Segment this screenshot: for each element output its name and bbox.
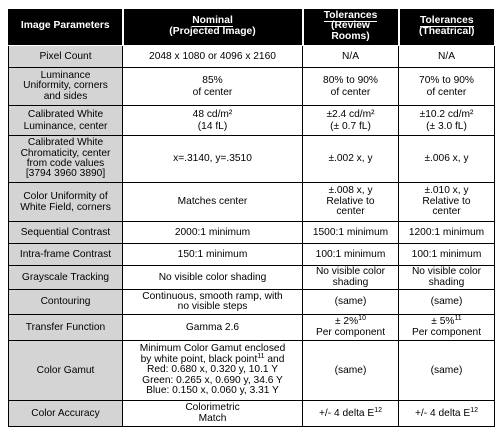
nominal-cell: Continuous, smooth ramp, with no visible steps xyxy=(123,290,303,315)
param-cell: Color Accuracy xyxy=(9,401,123,427)
nominal-cell: Colorimetric Match xyxy=(123,401,303,427)
table-row xyxy=(9,266,495,290)
theatrical-tolerance-cell: 100:1 minimum xyxy=(399,244,495,266)
table-row xyxy=(9,244,495,266)
header-tolerances-theatrical: Tolerances (Theatrical) xyxy=(399,9,495,46)
review-tolerance-cell: +/- 4 delta $E^{12}$ xyxy=(303,401,399,427)
nominal-cell: No visible color shading xyxy=(123,266,303,290)
review-tolerance-cell: (same) xyxy=(303,290,399,315)
nominal-cell: 85% of center xyxy=(123,68,303,106)
param-cell: Contouring xyxy=(9,290,123,315)
param-cell: Luminance Uniformity, corners and sides xyxy=(9,68,123,106)
nominal-cell: 48 cd/m² (14 fL) xyxy=(123,106,303,136)
theatrical-tolerance-cell: (same) xyxy=(399,341,495,401)
nominal-cell: Minimum Color Gamut enclosed by white point, black point$^{11}$ and Red: 0.680 x, 0.320 y, 10.1 Y Green: 0.265 x, 0.690 y, 34.6 Y Blue: 0.150 x, 0.060 y, 3.31 Y xyxy=(123,341,303,401)
review-tolerance-cell: 80% to 90% of center xyxy=(303,68,399,106)
nominal-cell: 150:1 minimum xyxy=(123,244,303,266)
nominal-cell: Matches center xyxy=(123,183,303,222)
nominal-cell: 2048 x 1080 or 4096 x 2160 xyxy=(123,46,303,68)
theatrical-tolerance-cell: ±.010 x, y Relative to center xyxy=(399,183,495,222)
review-tolerance-cell: No visible color shading xyxy=(303,266,399,290)
header-image-parameters: Image Parameters xyxy=(9,9,123,46)
table-row xyxy=(9,341,495,401)
theatrical-tolerance-cell: 70% to 90% of center xyxy=(399,68,495,106)
footnote-ref: 12 xyxy=(470,406,478,414)
header-tolerances-review: Tolerances (Review Rooms) xyxy=(303,9,399,46)
header-nominal: Nominal (Projected Image) xyxy=(123,9,303,46)
table-row xyxy=(9,315,495,341)
header-row xyxy=(9,9,495,46)
theatrical-tolerance-cell: +/- 4 delta $E^{12}$ xyxy=(399,401,495,427)
review-tolerance-cell: ±2.4 cd/m² (± 0.7 fL) xyxy=(303,106,399,136)
review-tolerance-cell: ± 2%$^{10}$ Per component xyxy=(303,315,399,341)
review-tolerance-cell: N/A xyxy=(303,46,399,68)
theatrical-tolerance-cell: ±10.2 cd/m² (± 3.0 fL) xyxy=(399,106,495,136)
nominal-cell: Gamma 2.6 xyxy=(123,315,303,341)
nominal-cell: x=.3140, y=.3510 xyxy=(123,136,303,183)
table-row xyxy=(9,222,495,244)
param-cell: Intra-frame Contrast xyxy=(9,244,123,266)
table-row xyxy=(9,46,495,68)
nominal-cell: 2000:1 minimum xyxy=(123,222,303,244)
param-cell: Color Gamut xyxy=(9,341,123,401)
table-row xyxy=(9,106,495,136)
theatrical-tolerance-cell: No visible color shading xyxy=(399,266,495,290)
param-cell: Transfer Function xyxy=(9,315,123,341)
param-cell: Pixel Count xyxy=(9,46,123,68)
param-cell: Calibrated White Luminance, center xyxy=(9,106,123,136)
param-cell: Color Uniformity of White Field, corners xyxy=(9,183,123,222)
review-tolerance-cell: ±.008 x, y Relative to center xyxy=(303,183,399,222)
footnote-ref: 11 xyxy=(257,352,265,360)
footnote-ref: 12 xyxy=(374,406,382,414)
table-row xyxy=(9,68,495,106)
theatrical-tolerance-cell: (same) xyxy=(399,290,495,315)
theatrical-tolerance-cell: ± 5%$^{11}$ Per component xyxy=(399,315,495,341)
footnote-ref: 10 xyxy=(358,315,366,323)
param-cell: Calibrated White Chromaticity, center from code values [3794 3960 3890] xyxy=(9,136,123,183)
theatrical-tolerance-cell: 1200:1 minimum xyxy=(399,222,495,244)
review-tolerance-cell: 100:1 minimum xyxy=(303,244,399,266)
table-row xyxy=(9,290,495,315)
param-cell: Grayscale Tracking xyxy=(9,266,123,290)
footnote-ref: 11 xyxy=(454,315,462,323)
review-tolerance-cell: (same) xyxy=(303,341,399,401)
theatrical-tolerance-cell: ±.006 x, y xyxy=(399,136,495,183)
table-row xyxy=(9,183,495,222)
review-tolerance-cell: ±.002 x, y xyxy=(303,136,399,183)
table-row xyxy=(9,136,495,183)
param-cell: Sequential Contrast xyxy=(9,222,123,244)
theatrical-tolerance-cell: N/A xyxy=(399,46,495,68)
table-row xyxy=(9,401,495,427)
projection-parameters-table xyxy=(8,8,495,427)
review-tolerance-cell: 1500:1 minimum xyxy=(303,222,399,244)
